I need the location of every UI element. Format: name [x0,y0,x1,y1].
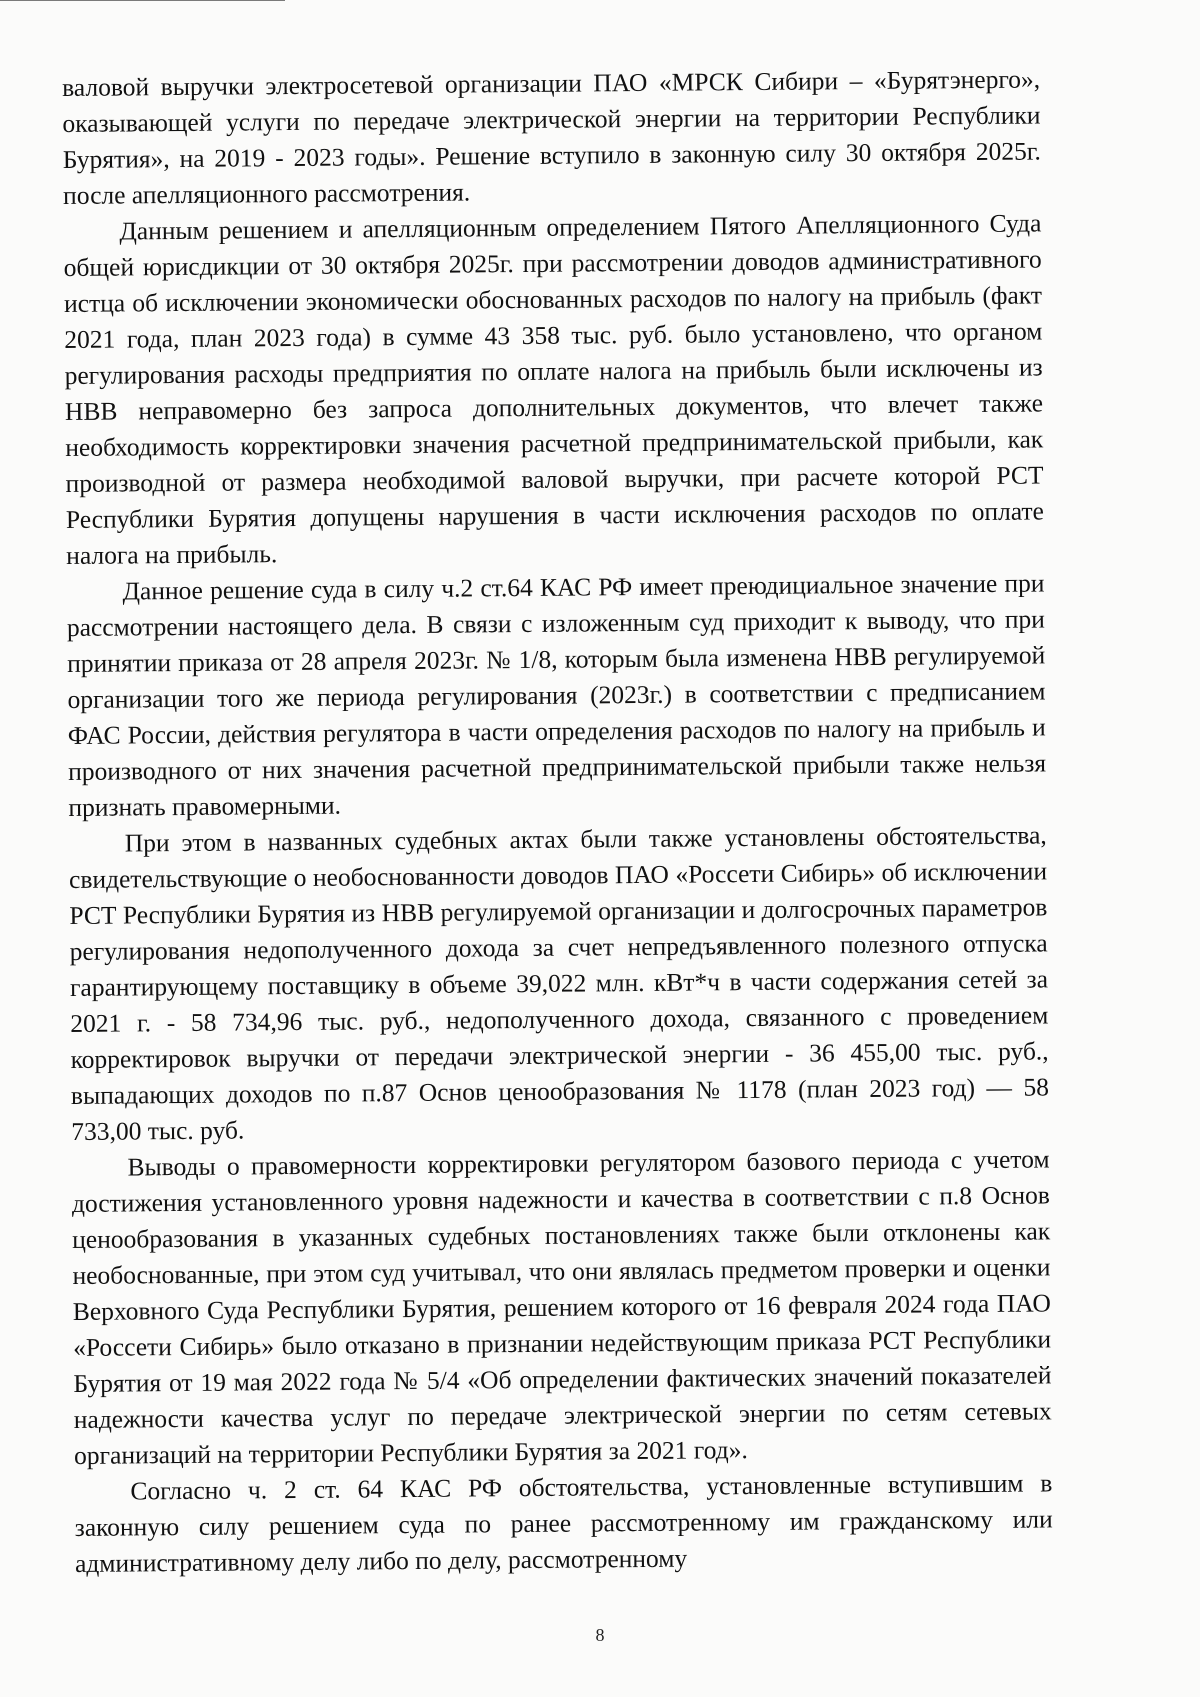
document-body [62,61,1053,1581]
paragraph-conclusions: Выводы о правомерности корректировки регулятором базового периода с учетом достижения установленного уровня надежности и качества в соответствии с п.8 Основ ценообразования в указанных судебных постановлениях также были отклонены как необоснованные, при этом суд учитывал, что они являлась предметом проверки и оценки Верховного Суда Республики Бурятия, решением которого от 16 февраля 2024 года ПАО «Россети Сибирь» было отказано в признании недействующим приказа РСТ Республики Бурятия от 19 мая 2022 года № 5/4 «Об определении фактических значений показателей надежности качества услуг по передаче электрической энергии по сетям сетевых организаций на территории Республики Бурятия за 2021 год». [71,1144,1052,1470]
page-number: 8 [595,1625,605,1645]
paragraph-article-64: Согласно ч. 2 ст. 64 КАС РФ обстоятельства, установленные вступившим в законную силу решением суда по ранее рассмотренному им гражданскому или административному делу либо по делу, рассмотренному [74,1468,1053,1578]
paragraph-continuation: валовой выручки электросетевой организации ПАО «МРСК Сибири – «Бурятэнерго», оказывающей услуги по передаче электрической энергии на территории Республики Бурятия», на 2019 - 2023 годы». Решение вступило в законную силу 30 октября 2025г. после апелляционного рассмотрения. [62,64,1041,210]
paragraph-circumstances: При этом в названных судебных актах были также установлены обстоятельства, свидетельствующие о необоснованности доводов ПАО «Россети Сибирь» об исключении РСТ Республики Бурятия из НВВ регулируемой организации и долгосрочных параметров регулирования недополученного дохода за счет непредъявленного полезного отпуска гарантирующему поставщику в объеме 39,022 млн. кВт*ч в части содержания сетей за 2021 г. - 58 734,96 тыс. руб., недополученного дохода, связанного с проведением корректировок выручки от передачи электрической энергии - 36 455,00 тыс. руб., выпадающих доходов по п.87 Основ ценообразования № 1178 (план 2023 год) — 58 733,00 тыс. руб. [68,820,1050,1146]
paragraph-appeal-ruling: Данным решением и апелляционным определением Пятого Апелляционного Суда общей юрисдикции от 30 октября 2025г. при рассмотрении доводов административного истца об исключении экономически обоснованных расходов по налогу на прибыль (факт 2021 года, план 2023 года) в сумме 43 358 тыс. руб. было установлено, что органом регулирования расходы предприятия по оплате налога на прибыль были исключены из НВВ неправомерно без запроса дополнительных документов, что влечет также необходимость корректировки значения расчетной предпринимательской прибыли, как производной от размера необходимой валовой выручки, при расчете которой РСТ Республики Бурятия допущены нарушения в части исключения расходов по оплате налога на прибыль. [63,208,1045,570]
paragraph-prejudicial-value: Данное решение суда в силу ч.2 ст.64 КАС РФ имеет преюдициальное значение при рассмотрении настоящего дела. В связи с изложенным суд приходит к выводу, что при принятии приказа от 28 апреля 2023г. № 1/8, которым была изменена НВВ регулируемой организации того же периода регулирования (2023г.) в соответствии с предписанием ФАС России, действия регулятора в части определения расходов по налогу на прибыль и производного от них значения расчетной предпринимательской прибыли также нельзя признать правомерными. [66,568,1047,822]
top-edge-rule [0,0,285,1]
